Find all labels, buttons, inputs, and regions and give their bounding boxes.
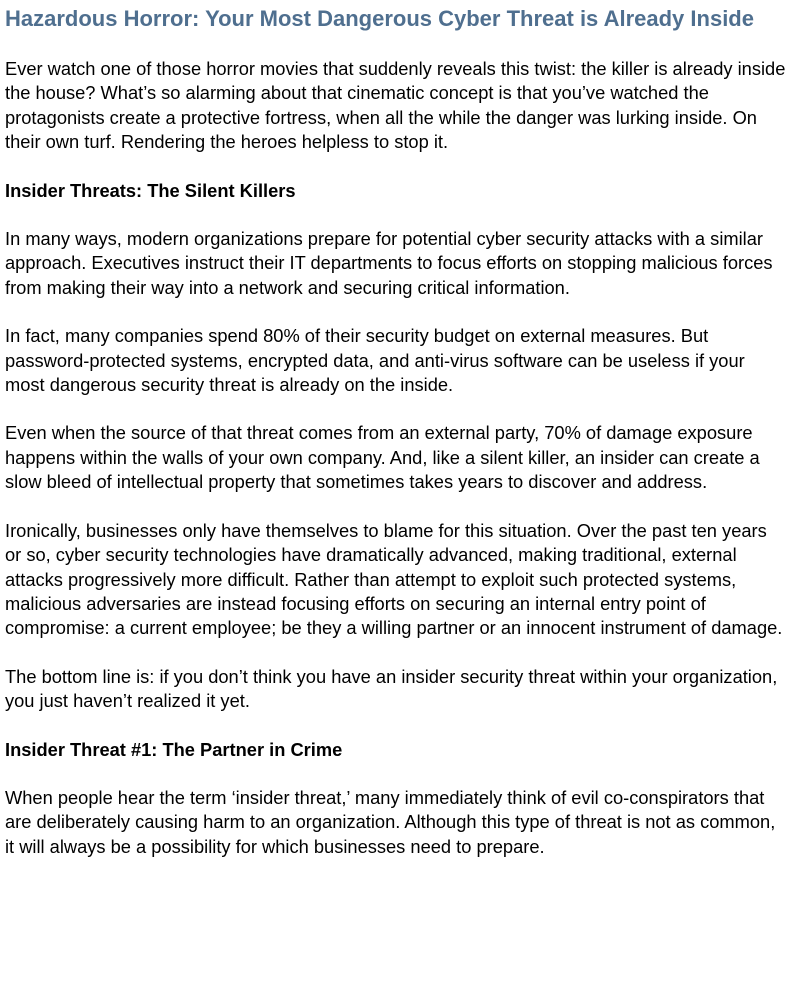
section-heading-partner-in-crime: Insider Threat #1: The Partner in Crime: [5, 738, 343, 760]
section-heading-silent-killers: Insider Threats: The Silent Killers: [5, 179, 296, 201]
paragraph-modern-organizations: In many ways, modern organizations prepare for potential cyber security attacks with a similar approach. Executives instruct their IT departments to focus efforts on stopping malicious forces from making their way into a network and securing critical information.: [5, 228, 773, 298]
intro-paragraph: Ever watch one of those horror movies that suddenly reveals this twist: the killer is already inside the house? What’s so alarming about that cinematic concept is that you’ve watched the protagonists create a protective fortress, when all the while the danger was lurking inside. On their own turf. Rendering the heroes helpless to stop it.: [5, 58, 786, 153]
paragraph-insider-threat-term: When people hear the term ‘insider threat,’ many immediately think of evil co-conspirators that are deliberately causing harm to an organization. Although this type of threat is not as common, it will always be a possibility for which businesses need to prepare.: [5, 786, 776, 857]
paragraph-security-budget: In fact, many companies spend 80% of their security budget on external measures. But password-protected systems, encrypted data, and anti-virus software can be useless if your most dangerous security threat is already on the inside.: [5, 325, 745, 396]
paragraph-bottom-line: The bottom line is: if you don’t think you have an insider security threat within your organization, you just haven’t realized it yet.: [5, 665, 778, 712]
article-title: Hazardous Horror: Your Most Dangerous Cyber Threat is Already Inside: [5, 6, 754, 31]
paragraph-ironically: Ironically, businesses only have themselves to blame for this situation. Over the past ten years or so, cyber security technologies have dramatically advanced, making traditional, external attacks progressively more difficult. Rather than attempt to exploit such protected systems, malicious adversaries are instead focusing efforts on securing an internal entry point of compromise: a current employee; be they a willing partner or an innocent instrument of damage.: [5, 519, 783, 639]
paragraph-damage-exposure: Even when the source of that threat comes from an external party, 70% of damage exposure happens within the walls of your own company. And, like a silent killer, an insider can create a slow bleed of intellectual property that sometimes takes years to discover and address.: [5, 422, 760, 493]
